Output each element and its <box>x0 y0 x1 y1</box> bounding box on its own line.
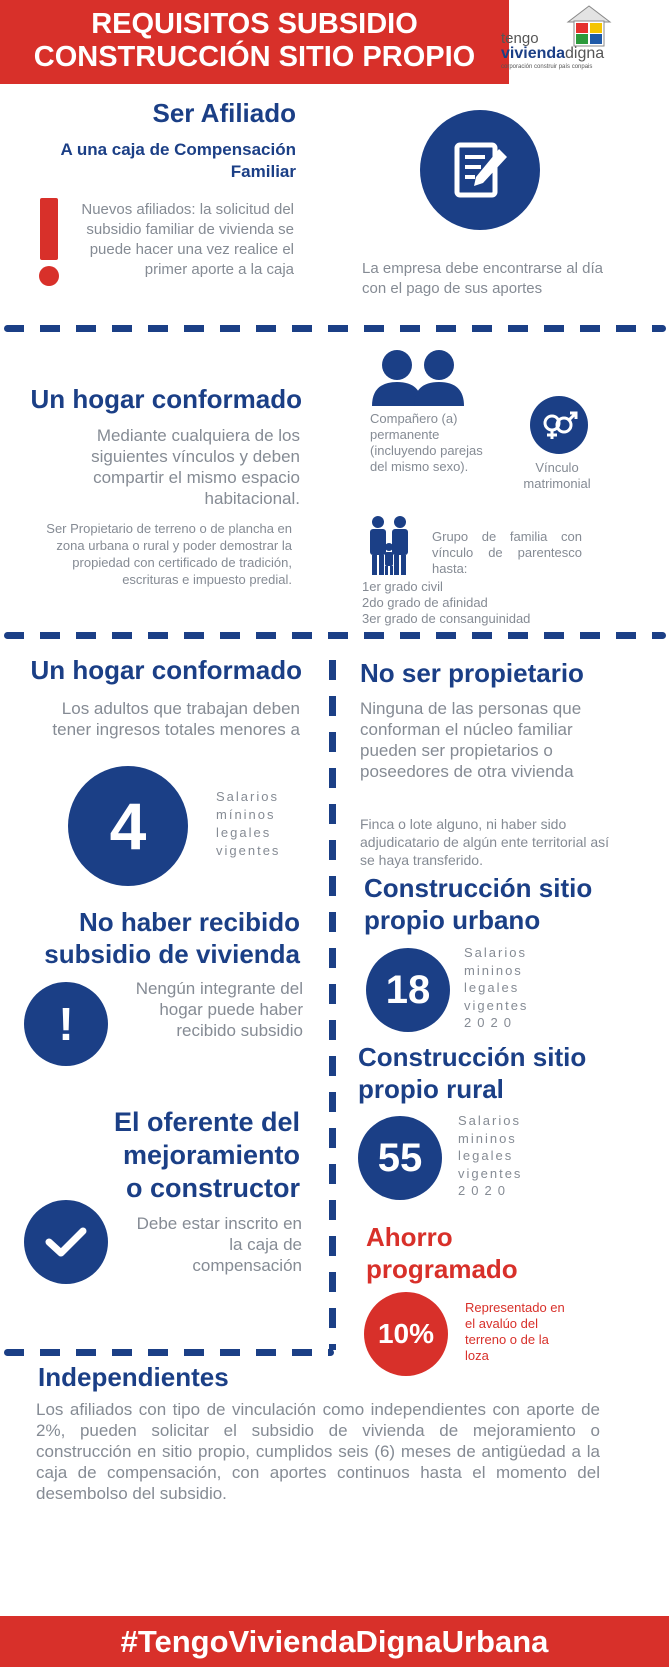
section-independientes-title: Independientes <box>38 1362 229 1392</box>
family-degree-2: 2do grado de afinidad <box>362 595 488 610</box>
form-edit-icon <box>420 110 540 230</box>
section-independientes-body: Los afiliados con tipo de vinculación como independientes con aporte de 2%, pueden solicitar el subsidio de vivienda de mejoramiento o construcción en sitio propio, cumplidos seis (6) meses de antigüedad a la caja de compensación, con aportes continuos hasta el momento del desembolso del subsidio. <box>36 1400 600 1503</box>
urbano-number-badge: 18 <box>366 948 450 1032</box>
logo-word-vivienda <box>501 45 604 63</box>
section-no-propietario-body: Ninguna de las personas que conforman el núcleo familiar pueden ser propietarios o poseedores de otra vivienda <box>360 699 582 781</box>
rural-unit <box>458 1112 538 1200</box>
urbano-unit <box>464 944 544 1032</box>
section-urbano-title <box>364 872 664 936</box>
section-no-recibido-body: Nengún integrante del hogar puede haber recibido subsidio <box>135 979 303 1040</box>
exclamation-icon <box>38 198 60 290</box>
section-ahorro-title-line2: programado <box>366 1254 518 1284</box>
logo-word-vivienda-part: vivienda <box>501 45 566 62</box>
section-no-recibido-title-line2: subsidio de vivienda <box>44 939 300 969</box>
family-icon <box>365 515 415 577</box>
section-urbano-title-line2: propio urbano <box>364 905 541 935</box>
section-oferente-title-line1: El oferente del <box>113 1107 300 1137</box>
section-no-recibido-title <box>10 906 300 970</box>
rural-year: 2020 <box>458 1183 511 1198</box>
section-no-recibido-title-line1: No haber recibido <box>78 907 300 937</box>
section-hogar-note: Ser Propietario de terreno o de plancha en zona urbana o rural y poder demostrar la propiedad con certificado de tradición, escrituras e impuesto predial. <box>46 521 292 587</box>
section-rural-title <box>358 1041 658 1105</box>
vertical-divider <box>329 660 336 1350</box>
section-hogar-title: Un hogar conformado <box>30 384 302 414</box>
divider <box>4 632 666 639</box>
section-oferente-title-line3: o constructor <box>125 1173 300 1203</box>
logo-word-digna-part: digna <box>565 45 605 62</box>
section-no-propietario-note: Finca o lote alguno, ni haber sido adjudicatario de algún ente territorial así se haya transferido. <box>360 816 610 868</box>
ahorro-percent-badge: 10% <box>364 1292 448 1376</box>
header-title-line1: REQUISITOS SUBSIDIO <box>91 8 418 40</box>
rural-number-badge: 55 <box>358 1116 442 1200</box>
gender-symbols-icon <box>530 396 588 454</box>
header-title-line2: CONSTRUCCIÓN SITIO PROPIO <box>33 41 476 73</box>
footer-hashtag: #TengoViviendaDignaUrbana <box>0 1616 669 1667</box>
section-ingresos-body: Los adultos que trabajan deben tener ingresos totales menores a <box>52 699 300 739</box>
section-oferente-body: Debe estar inscrito en la caja de compensación <box>136 1214 302 1275</box>
section-ahorro-title-line1: Ahorro <box>366 1222 453 1252</box>
section-hogar-body: Mediante cualquiera de los siguientes vínculos y deben compartir el mismo espacio habitacional. <box>91 426 300 508</box>
checkmark-icon <box>24 1200 108 1284</box>
family-degree-3: 3er grado de consanguinidad <box>362 611 531 626</box>
section-ahorro-body: Representado en el avalúo del terreno o de la loza <box>465 1300 565 1363</box>
section-no-propietario-title: No ser propietario <box>360 658 584 688</box>
divider <box>4 325 666 332</box>
exclamation-badge-icon: ! <box>24 982 108 1066</box>
logo-tagline: corporación construir país conpais <box>501 64 593 70</box>
section-ahorro-title <box>366 1221 616 1285</box>
divider <box>4 1349 334 1356</box>
family-text: Grupo de familia con vínculo de parentesco hasta: <box>432 529 582 576</box>
section-oferente-title <box>60 1106 300 1205</box>
marriage-text: Vínculo matrimonial <box>523 460 591 491</box>
family-degree-1: 1er grado civil <box>362 579 443 594</box>
house-logo-icon <box>566 4 612 48</box>
section-rural-title-line1: Construcción sitio <box>358 1042 587 1072</box>
logo <box>501 0 669 84</box>
urbano-unit-text: Salarios mininos legales vigentes <box>464 945 529 1013</box>
partner-text: Compañero (a) permanente (incluyendo parejas del mismo sexo). <box>370 411 483 474</box>
header-banner <box>0 0 509 84</box>
urbano-year: 2020 <box>464 1015 517 1030</box>
logo-word-tengo: tengo <box>501 30 539 47</box>
section-afiliado-subtitle: A una caja de Compensación Familiar <box>60 140 296 181</box>
section-urbano-title-line1: Construcción sitio <box>364 873 593 903</box>
couple-icon <box>370 348 466 406</box>
income-number-badge: 4 <box>68 766 188 886</box>
section-rural-title-line2: propio rural <box>358 1074 504 1104</box>
section-ingresos-title: Un hogar conformado <box>30 655 302 685</box>
section-afiliado-right-text: La empresa debe encontrarse al día con el pago de sus aportes <box>362 260 603 297</box>
income-unit: Salarios míninos legales vigentes <box>216 789 281 858</box>
family-degrees-list <box>362 579 592 627</box>
rural-unit-text: Salarios mininos legales vigentes <box>458 1113 523 1181</box>
section-afiliado-note: Nuevos afiliados: la solicitud del subsidio familiar de vivienda se puede hacer una vez realice el primer aporte a la caja <box>81 201 294 278</box>
section-afiliado-title: Ser Afiliado <box>152 98 296 128</box>
section-oferente-title-line2: mejoramiento <box>122 1140 300 1170</box>
